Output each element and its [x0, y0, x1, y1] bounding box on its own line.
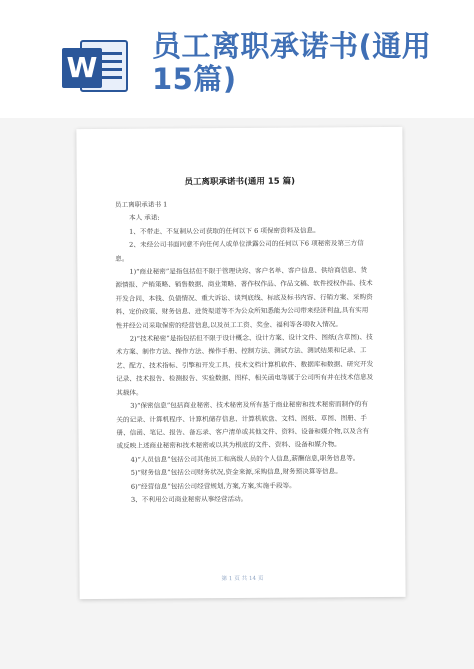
text-line-decoration — [100, 68, 122, 71]
paragraph: 2、未经公司书面同意不向任何人或单位泄露公司的任何以下6 项秘密及第三方信息。 — [115, 239, 364, 263]
text-line-decoration — [100, 76, 122, 79]
word-doc-icon — [62, 38, 130, 94]
page-number: 第 1 页 共 14 页 — [221, 575, 264, 583]
section-heading: 员工离职承诺书 1 — [114, 200, 168, 209]
paragraph: 4)“人员信息”包括公司其他员工和高级人员的个人信息,薪酬信息,职务信息等。 — [130, 453, 360, 464]
paragraph: 3、不利用公司商业秘密从事经营活动。 — [130, 494, 248, 504]
paragraph: 2)“技术秘密”是指包括但不限于设计概念、设计方案、设计文件、图纸(含草图)、技术方案、制作方法、操作方法、操作手册、控制方法、测试方法、测试结果和记录、工艺、配方、技术指标、引擎和开发工具、技术文档计算机软件、数据库和数据、研究开发记录、技术报告、检测报告、实验数据、图样、相关函电等属于公司所有并在技术信息及其载体。 — [115, 333, 374, 397]
paragraph: 1)“商业秘密”是指包括但不限于管理诀窍、客户名单、客户信息、供给商信息、货源情报、产销策略、销售数据、商业策略、著作权作品、作品文稿、软件授权作品、技术开发合同、本钱、负债情况、重大诉讼、谈判底线、标底及标书内容、行销方案、采购资料、定价政策、财务信息、进货渠道等不为公众所知悉能为公司带来经济利益,具有实用性并经公司采取保密的经营信息,以及员工工资、奖金、福利等各项收入情况。 — [115, 266, 373, 330]
header-banner — [0, 0, 474, 118]
document-body — [115, 197, 375, 507]
paragraph: 5)“财务信息”包括公司财务状况,资金来源,采购信息,财务预决算等信息。 — [130, 467, 342, 477]
text-line-decoration — [100, 52, 122, 55]
document-page — [76, 127, 405, 599]
paragraph: 本人 承诺: — [128, 213, 160, 223]
paragraph: 6)“经营信息”包括公司经营规划,方案,方案,实施手段等。 — [130, 481, 296, 491]
page-title: 员工离职承诺书(通用15篇) — [152, 29, 432, 96]
paragraph: 1、不带走、不复制从公司获取的任何以下 6 项保密资料及信息。 — [129, 226, 320, 236]
text-line-decoration — [100, 60, 122, 63]
word-logo-letter: W — [62, 48, 102, 88]
document-title: 员工离职承诺书(通用 15 篇) — [184, 176, 296, 188]
paragraph: 3)“保密信息”包括商业秘密、技术秘密及所有基于商业秘密和技术秘密而制作的有关的记录、计算机程序、计算机储存信息、计算机软盘、文档、图纸、草图、图册、手册、信函、笔记、报告、备忘录、客户清单或其他文件、资料、设备和媒介物,以及含有或反映上述商业秘密和技术秘密或以其为根底的文件、资料、设备和媒介物。 — [116, 400, 370, 451]
